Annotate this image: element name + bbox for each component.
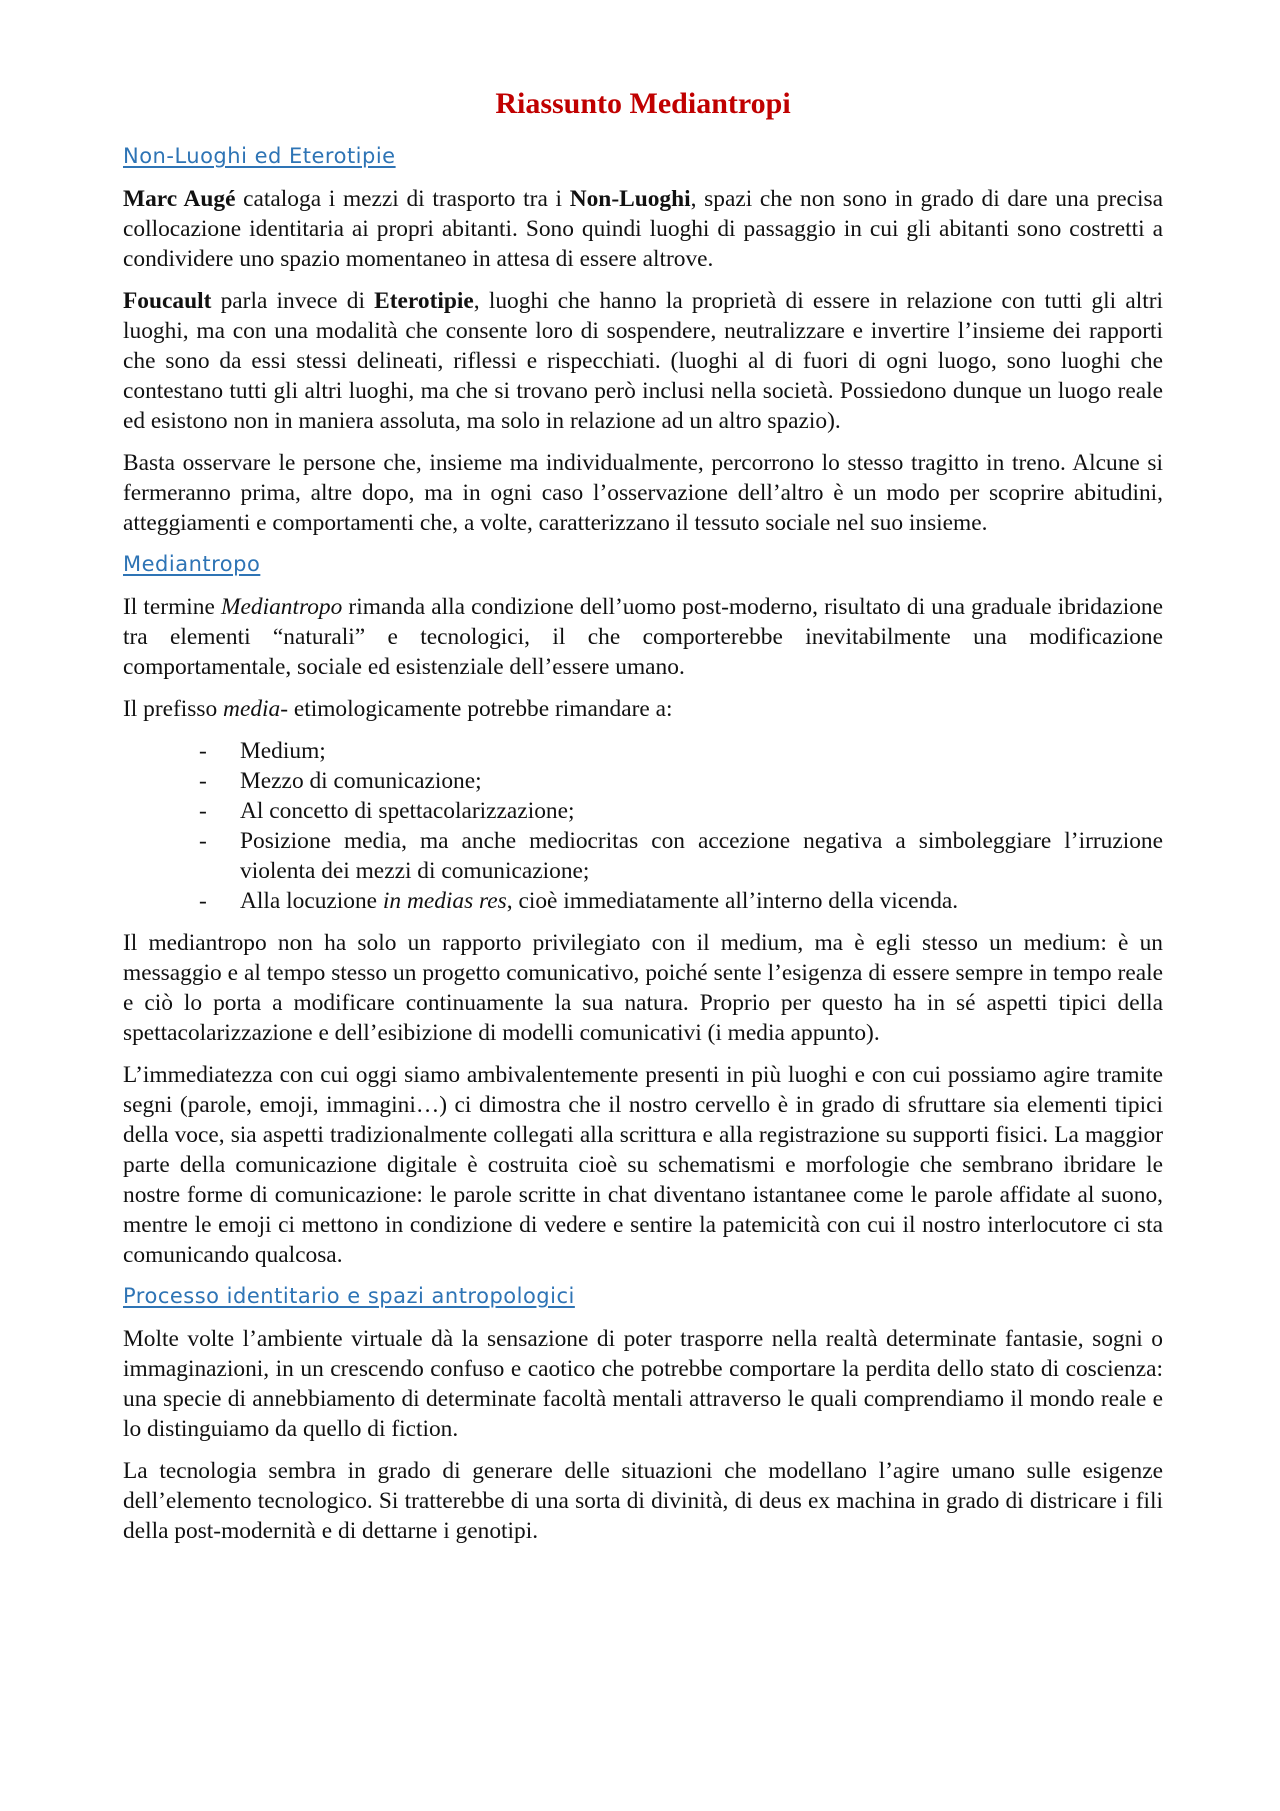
list-item: - Posizione media, ma anche mediocritas con accezione negativa a simboleggiare l’irruzione violenta dei mezzi di comunicazione; bbox=[123, 826, 1163, 886]
section-heading-non-luoghi[interactable]: Non-Luoghi ed Eterotipie bbox=[123, 144, 396, 168]
bold-term: Non-Luoghi bbox=[569, 186, 691, 212]
paragraph-treno: Basta osservare le persone che, insieme ma individualmente, percorrono lo stesso tragitto in treno. Alcune si fermeranno prima, altre dopo, ma in ogni caso l’osservazione dell’altro è un modo per scoprire abitudini, atteggiamenti e comportamenti che, a volte, caratterizzano il tessuto sociale nel suo insieme. bbox=[123, 450, 1163, 536]
dash-bullet: - bbox=[199, 768, 207, 794]
bold-term: Marc Augé bbox=[123, 186, 236, 212]
paragraph-termine: Il termine Mediantropo rimanda alla condizione dell’uomo post-moderno, risultato di una graduale ibridazione tra elementi “naturali” e tecnologici, il che comporterebbe inevitabilmente una modificazione comportamentale, sociale ed esistenziale dell’essere umano. bbox=[123, 594, 1163, 680]
paragraph-foucault: Foucault parla invece di Eterotipie, luoghi che hanno la proprietà di essere in relazione con tutti gli altri luoghi, ma con una modalità che consente loro di sospendere, neutralizzare e invertire l’insieme dei rapporti che sono da essi stessi delineati, riflessi e rispecchiati. (luoghi al di fuori di ogni luogo, sono luoghi che contestano tutti gli altri luoghi, ma che si trovano però inclusi nella società. Possiedono dunque un luogo reale ed esistono non in maniera assoluta, ma solo in relazione ad un altro spazio). bbox=[123, 288, 1163, 434]
paragraph-prefisso: Il prefisso media- etimologicamente potrebbe rimandare a: bbox=[123, 696, 673, 722]
dash-bullet: - bbox=[199, 738, 207, 764]
list-item: - Alla locuzione in medias res, cioè immediatamente all’interno della vicenda. bbox=[123, 886, 1163, 916]
italic-term: in medias res bbox=[382, 888, 507, 914]
paragraph-ambiente-virtuale: Molte volte l’ambiente virtuale dà la sensazione di poter trasporre nella realtà determinate fantasie, sogni o immaginazioni, in un crescendo confuso e caotico che potrebbe comportare la perdita dello stato di coscienza: una specie di annebbiamento di determinate facoltà mentali attraverso le quali comprendiamo il mondo reale e lo distinguiamo da quello di fiction. bbox=[123, 1326, 1163, 1442]
dash-bullet: - bbox=[199, 888, 207, 914]
list-item: - Al concetto di spettacolarizzazione; bbox=[123, 796, 1163, 826]
list-item: - Mezzo di comunicazione; bbox=[123, 766, 1163, 796]
dash-bullet: - bbox=[199, 828, 207, 854]
document-page bbox=[123, 84, 1163, 1558]
italic-term: media bbox=[223, 696, 281, 722]
paragraph-mediantropo-medium: Il mediantropo non ha solo un rapporto privilegiato con il medium, ma è egli stesso un medium: è un messaggio e al tempo stesso un progetto comunicativo, poiché sente l’esigenza di essere sempre in tempo reale e ciò lo porta a modificare continuamente la sua natura. Proprio per questo ha in sé aspetti tipici della spettacolarizzazione e dell’esibizione di modelli comunicativi (i media appunto). bbox=[123, 930, 1163, 1046]
paragraph-immediatezza: L’immediatezza con cui oggi siamo ambivalentemente presenti in più luoghi e con cui possiamo agire tramite segni (parole, emoji, immagini…) ci dimostra che il nostro cervello è in grado di sfruttare sia elementi tipici della voce, sia aspetti tradizionalmente collegati alla scrittura e alla registrazione su supporti fisici. La maggior parte della comunicazione digitale è costruita cioè su schematismi e morfologie che sembrano ibridare le nostre forme di comunicazione: le parole scritte in chat diventano istantanee come le parole affidate al suono, mentre le emoji ci mettono in condizione di vedere e sentire la patemicità con cui il nostro interlocutore ci sta comunicando qualcosa. bbox=[123, 1062, 1163, 1268]
dash-bullet: - bbox=[199, 798, 207, 824]
italic-term: Mediantropo bbox=[221, 594, 343, 620]
paragraph-auge: Marc Augé cataloga i mezzi di trasporto tra i Non-Luoghi, spazi che non sono in grado di dare una precisa collocazione identitaria ai propri abitanti. Sono quindi luoghi di passaggio in cui gli abitanti sono costretti a condividere uno spazio momentaneo in attesa di essere altrove. bbox=[123, 186, 1163, 272]
document-title: Riassunto Mediantropi bbox=[495, 87, 791, 120]
paragraph-tecnologia: La tecnologia sembra in grado di generare delle situazioni che modellano l’agire umano sulle esigenze dell’elemento tecnologico. Si tratterebbe di una sorta di divinità, di deus ex machina in grado di districare i fili della post-modernità e di dettarne i genotipi. bbox=[123, 1458, 1163, 1544]
section-heading-processo-identitario[interactable]: Processo identitario e spazi antropologici bbox=[123, 1284, 575, 1308]
list-item: - Medium; bbox=[123, 736, 1163, 766]
bullet-list bbox=[123, 736, 1163, 916]
section-heading-mediantropo[interactable]: Mediantropo bbox=[123, 552, 261, 576]
bold-term: Eterotipie bbox=[374, 288, 474, 314]
bold-term: Foucault bbox=[123, 288, 212, 314]
